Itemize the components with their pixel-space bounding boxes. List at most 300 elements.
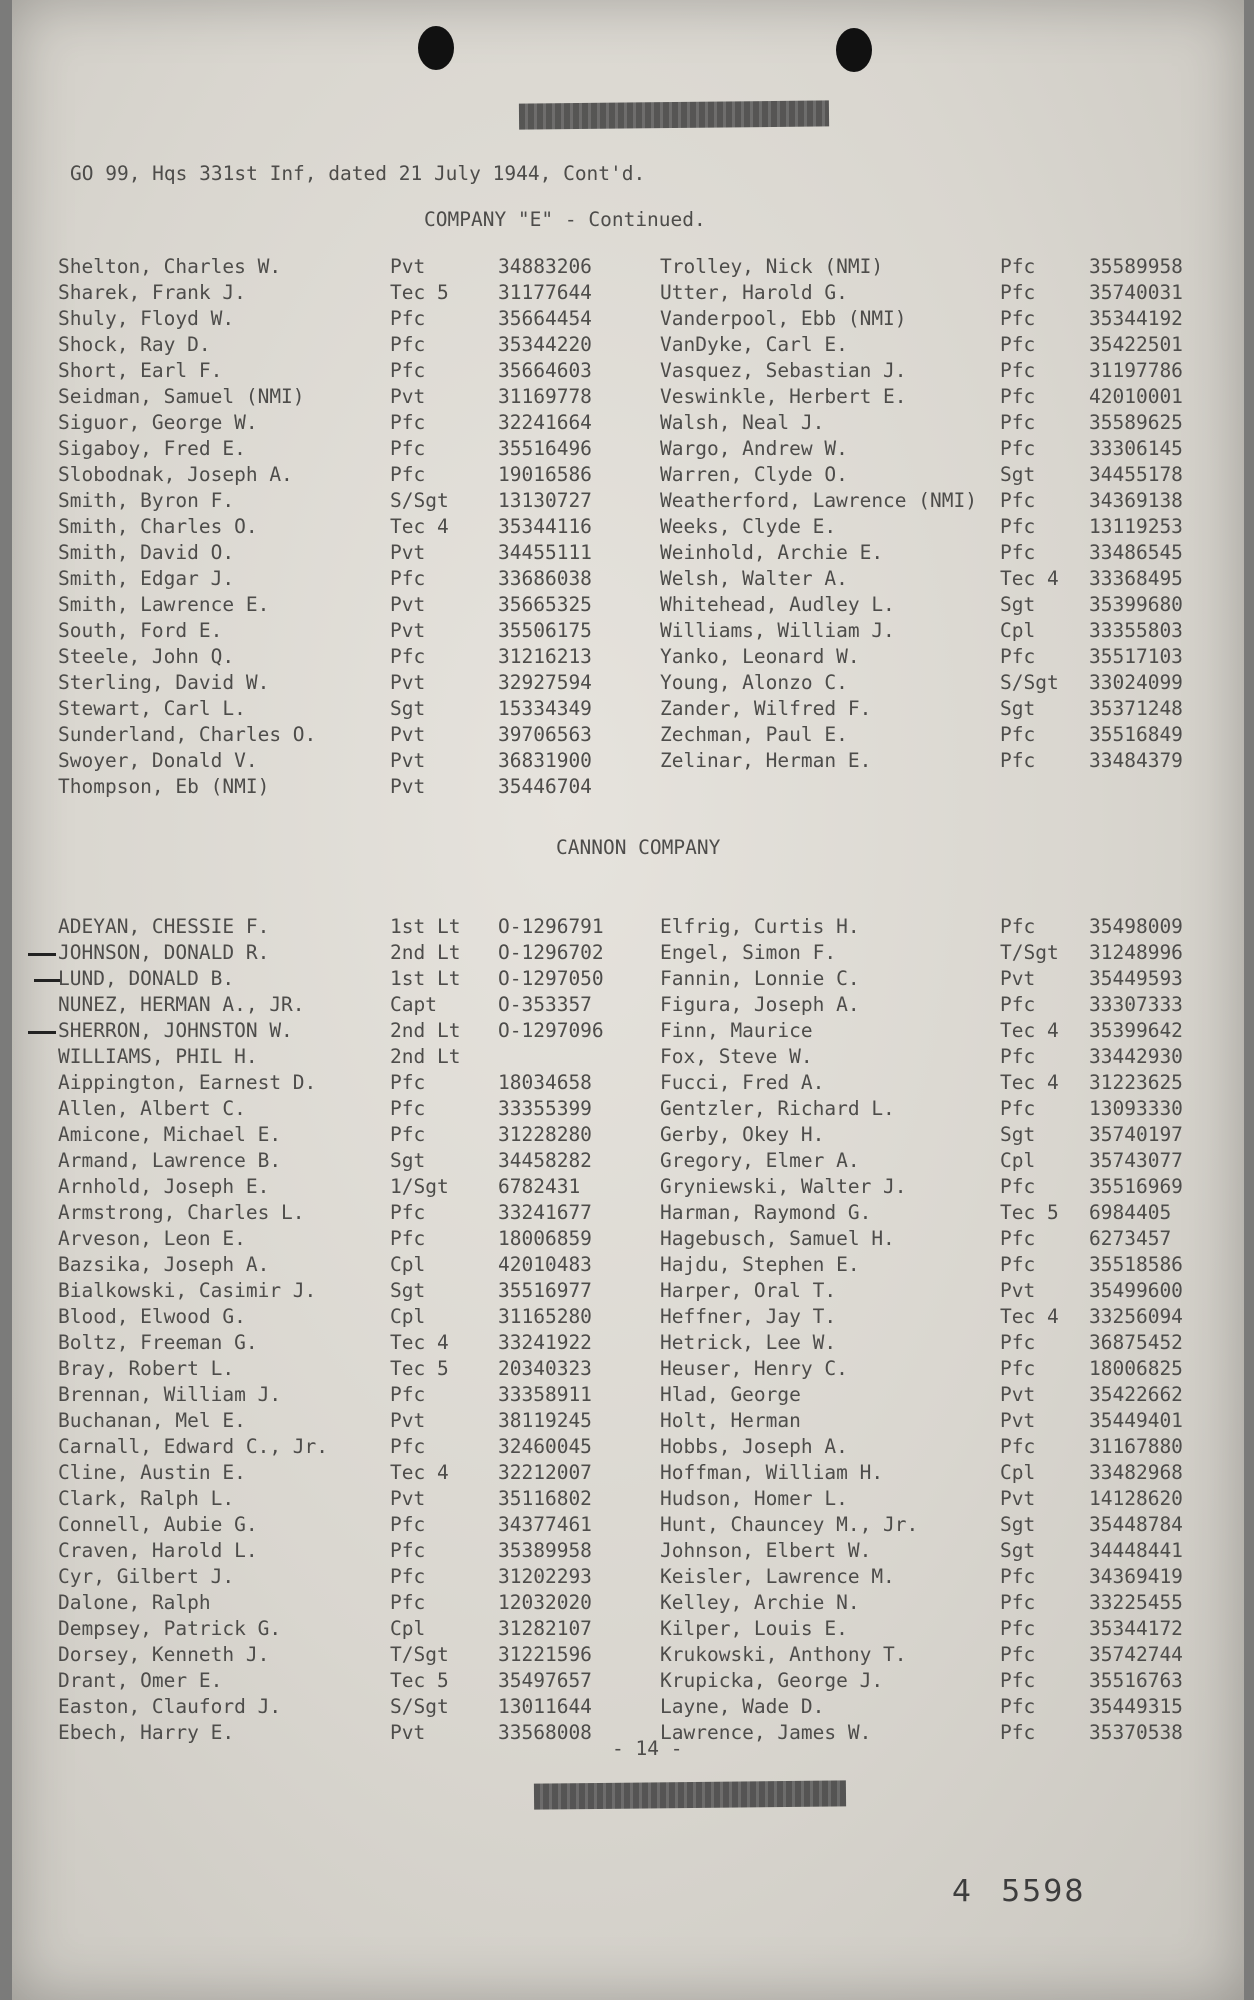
soldier-name: Bialkowski, Casimir J. <box>58 1279 317 1302</box>
soldier-name: Sigaboy, Fred E. <box>58 437 246 460</box>
soldier-rank: Pfc <box>1000 1669 1036 1692</box>
soldier-rank: Pvt <box>390 255 426 278</box>
soldier-rank: Pfc <box>1000 411 1036 434</box>
roster-row <box>58 1668 1238 1694</box>
roster-row <box>58 488 1238 514</box>
soldier-rank: Pfc <box>1000 385 1036 408</box>
serial-number: 34458282 <box>498 1149 592 1172</box>
soldier-rank: Pfc <box>390 307 426 330</box>
margin-tick-mark <box>28 1031 56 1034</box>
soldier-rank: Tec 4 <box>390 1331 449 1354</box>
soldier-name: Swoyer, Donald V. <box>58 749 258 772</box>
serial-number: 35399642 <box>1089 1019 1183 1042</box>
soldier-name: Finn, Maurice <box>660 1019 813 1042</box>
serial-number: 35517103 <box>1089 645 1183 668</box>
serial-number: 35449315 <box>1089 1695 1183 1718</box>
soldier-name: Yanko, Leonard W. <box>660 645 860 668</box>
archive-serial-number: 5598 <box>1001 1874 1086 1909</box>
soldier-name: Cline, Austin E. <box>58 1461 246 1484</box>
serial-number: 15334349 <box>498 697 592 720</box>
soldier-name: Keisler, Lawrence M. <box>660 1565 895 1588</box>
soldier-name: Dempsey, Patrick G. <box>58 1617 282 1640</box>
serial-number: O-1297050 <box>498 967 604 990</box>
serial-number: 32927594 <box>498 671 592 694</box>
soldier-rank: Tec 5 <box>390 1357 449 1380</box>
roster-row <box>58 1252 1238 1278</box>
soldier-name: Aippington, Earnest D. <box>58 1071 317 1094</box>
soldier-name: Connell, Aubie G. <box>58 1513 258 1536</box>
soldier-rank: 2nd Lt <box>390 1045 461 1068</box>
soldier-name: Zechman, Paul E. <box>660 723 848 746</box>
soldier-name: Wargo, Andrew W. <box>660 437 848 460</box>
soldier-name: Young, Alonzo C. <box>660 671 848 694</box>
roster-row <box>58 540 1238 566</box>
soldier-name: Gregory, Elmer A. <box>660 1149 860 1172</box>
serial-number: 33355803 <box>1089 619 1183 642</box>
serial-number: 35589625 <box>1089 411 1183 434</box>
soldier-rank: Sgt <box>1000 1123 1036 1146</box>
serial-number: 31228280 <box>498 1123 592 1146</box>
serial-number: 33484379 <box>1089 749 1183 772</box>
soldier-rank: Pfc <box>390 463 426 486</box>
soldier-rank: Pfc <box>390 1123 426 1146</box>
soldier-name: WILLIAMS, PHIL H. <box>58 1045 258 1068</box>
serial-number: 31202293 <box>498 1565 592 1588</box>
soldier-name: Gryniewski, Walter J. <box>660 1175 907 1198</box>
serial-number: 35589958 <box>1089 255 1183 278</box>
serial-number: 35518586 <box>1089 1253 1183 1276</box>
serial-number: 33307333 <box>1089 993 1183 1016</box>
archive-reference <box>952 1874 1085 1909</box>
soldier-rank: Pfc <box>1000 489 1036 512</box>
soldier-name: South, Ford E. <box>58 619 223 642</box>
soldier-rank: Tec 5 <box>1000 1201 1059 1224</box>
serial-number: 33241677 <box>498 1201 592 1224</box>
soldier-name: Craven, Harold L. <box>58 1539 258 1562</box>
serial-number: O-1296791 <box>498 915 604 938</box>
soldier-rank: Pvt <box>1000 967 1036 990</box>
roster-row <box>58 940 1238 966</box>
serial-number: 35740031 <box>1089 281 1183 304</box>
roster-row <box>58 592 1238 618</box>
soldier-name: JOHNSON, DONALD R. <box>58 941 270 964</box>
soldier-rank: Pvt <box>1000 1279 1036 1302</box>
document-page <box>12 0 1244 2000</box>
soldier-rank: T/Sgt <box>390 1643 449 1666</box>
serial-number: 35446704 <box>498 775 592 798</box>
soldier-rank: Pfc <box>1000 1435 1036 1458</box>
roster-row <box>58 1538 1238 1564</box>
serial-number: 32212007 <box>498 1461 592 1484</box>
soldier-name: Warren, Clyde O. <box>660 463 848 486</box>
serial-number: 42010001 <box>1089 385 1183 408</box>
roster-row <box>58 1070 1238 1096</box>
soldier-rank: Pfc <box>390 645 426 668</box>
serial-number: 35664603 <box>498 359 592 382</box>
serial-number: 6984405 <box>1089 1201 1172 1224</box>
serial-number: 42010483 <box>498 1253 592 1276</box>
roster-row <box>58 618 1238 644</box>
serial-number: 12032020 <box>498 1591 592 1614</box>
roster-row <box>58 1512 1238 1538</box>
soldier-rank: Pvt <box>390 1409 426 1432</box>
soldier-rank: Pfc <box>1000 1565 1036 1588</box>
serial-number: 35516849 <box>1089 723 1183 746</box>
soldier-rank: Pvt <box>1000 1383 1036 1406</box>
soldier-name: Fox, Steve W. <box>660 1045 813 1068</box>
roster-row <box>58 1044 1238 1070</box>
soldier-rank: Pfc <box>1000 1097 1036 1120</box>
soldier-name: Veswinkle, Herbert E. <box>660 385 907 408</box>
soldier-rank: Pfc <box>1000 1591 1036 1614</box>
roster-row <box>58 696 1238 722</box>
soldier-rank: Pfc <box>390 333 426 356</box>
serial-number: 31167880 <box>1089 1435 1183 1458</box>
serial-number: O-353357 <box>498 993 592 1016</box>
soldier-rank: Pfc <box>1000 749 1036 772</box>
serial-number: 35344192 <box>1089 307 1183 330</box>
soldier-name: Dorsey, Kenneth J. <box>58 1643 270 1666</box>
roster-row <box>58 1018 1238 1044</box>
soldier-name: Krupicka, George J. <box>660 1669 884 1692</box>
soldier-name: Weinhold, Archie E. <box>660 541 884 564</box>
serial-number: 35743077 <box>1089 1149 1183 1172</box>
serial-number: 35665325 <box>498 593 592 616</box>
serial-number: 6782431 <box>498 1175 581 1198</box>
soldier-name: Welsh, Walter A. <box>660 567 848 590</box>
soldier-name: Smith, Charles O. <box>58 515 258 538</box>
roster-row <box>58 254 1238 280</box>
serial-number: 34448441 <box>1089 1539 1183 1562</box>
soldier-name: Seidman, Samuel (NMI) <box>58 385 305 408</box>
soldier-rank: Cpl <box>1000 1461 1036 1484</box>
classification-stamp-bottom <box>534 1780 846 1809</box>
soldier-rank: Pvt <box>390 619 426 642</box>
classification-stamp-top <box>519 100 829 129</box>
soldier-name: VanDyke, Carl E. <box>660 333 848 356</box>
soldier-rank: Pfc <box>390 1435 426 1458</box>
soldier-name: Heuser, Henry C. <box>660 1357 848 1380</box>
roster-row <box>58 1122 1238 1148</box>
soldier-name: Layne, Wade D. <box>660 1695 825 1718</box>
roster-row <box>58 1330 1238 1356</box>
serial-number: 35516969 <box>1089 1175 1183 1198</box>
soldier-rank: Pvt <box>390 775 426 798</box>
soldier-rank: Tec 5 <box>390 281 449 304</box>
soldier-rank: Pfc <box>1000 1253 1036 1276</box>
serial-number: 35344220 <box>498 333 592 356</box>
serial-number: 35516496 <box>498 437 592 460</box>
soldier-name: Shuly, Floyd W. <box>58 307 235 330</box>
serial-number: 33686038 <box>498 567 592 590</box>
soldier-name: Smith, Byron F. <box>58 489 235 512</box>
soldier-name: Allen, Albert C. <box>58 1097 246 1120</box>
serial-number: 36831900 <box>498 749 592 772</box>
soldier-name: Dalone, Ralph <box>58 1591 211 1614</box>
soldier-name: Johnson, Elbert W. <box>660 1539 872 1562</box>
soldier-rank: Pfc <box>1000 645 1036 668</box>
punch-hole-left <box>418 26 454 70</box>
soldier-rank: Pfc <box>1000 1175 1036 1198</box>
soldier-rank: Pfc <box>1000 359 1036 382</box>
serial-number: 35422501 <box>1089 333 1183 356</box>
soldier-rank: Pfc <box>390 411 426 434</box>
soldier-rank: Pvt <box>390 1721 426 1744</box>
soldier-name: ADEYAN, CHESSIE F. <box>58 915 270 938</box>
serial-number: 34883206 <box>498 255 592 278</box>
soldier-rank: Pfc <box>1000 437 1036 460</box>
serial-number: 31216213 <box>498 645 592 668</box>
soldier-name: Buchanan, Mel E. <box>58 1409 246 1432</box>
soldier-name: Hobbs, Joseph A. <box>660 1435 848 1458</box>
soldier-name: Shock, Ray D. <box>58 333 211 356</box>
serial-number: 35448784 <box>1089 1513 1183 1536</box>
soldier-rank: Sgt <box>1000 1513 1036 1536</box>
soldier-name: Krukowski, Anthony T. <box>660 1643 907 1666</box>
soldier-name: Lawrence, James W. <box>660 1721 872 1744</box>
soldier-name: Vasquez, Sebastian J. <box>660 359 907 382</box>
serial-number: 33568008 <box>498 1721 592 1744</box>
soldier-rank: Sgt <box>1000 463 1036 486</box>
soldier-name: NUNEZ, HERMAN A., JR. <box>58 993 305 1016</box>
soldier-rank: Pfc <box>1000 541 1036 564</box>
soldier-rank: Tec 4 <box>390 1461 449 1484</box>
serial-number: 33482968 <box>1089 1461 1183 1484</box>
soldier-name: SHERRON, JOHNSTON W. <box>58 1019 293 1042</box>
soldier-rank: Pfc <box>1000 333 1036 356</box>
roster-row <box>58 1096 1238 1122</box>
soldier-name: Short, Earl F. <box>58 359 223 382</box>
roster-row <box>58 436 1238 462</box>
serial-number: O-1296702 <box>498 941 604 964</box>
roster-row <box>58 410 1238 436</box>
roster-row <box>58 306 1238 332</box>
soldier-name: Brennan, William J. <box>58 1383 282 1406</box>
soldier-name: Thompson, Eb (NMI) <box>58 775 270 798</box>
roster-row <box>58 1642 1238 1668</box>
soldier-name: Williams, William J. <box>660 619 895 642</box>
serial-number: 33355399 <box>498 1097 592 1120</box>
soldier-name: Walsh, Neal J. <box>660 411 825 434</box>
serial-number: 35344172 <box>1089 1617 1183 1640</box>
soldier-rank: Sgt <box>1000 593 1036 616</box>
serial-number: 20340323 <box>498 1357 592 1380</box>
soldier-name: Weatherford, Lawrence (NMI) <box>660 489 977 512</box>
serial-number: 35344116 <box>498 515 592 538</box>
serial-number: 33225455 <box>1089 1591 1183 1614</box>
serial-number: 34377461 <box>498 1513 592 1536</box>
soldier-name: Elfrig, Curtis H. <box>660 915 860 938</box>
soldier-name: Smith, Edgar J. <box>58 567 235 590</box>
soldier-rank: Tec 5 <box>390 1669 449 1692</box>
serial-number: 13093330 <box>1089 1097 1183 1120</box>
page-number: - 14 - <box>612 1737 683 1760</box>
soldier-rank: Tec 4 <box>1000 1019 1059 1042</box>
roster-row <box>58 462 1238 488</box>
roster-row <box>58 1616 1238 1642</box>
soldier-rank: Pfc <box>1000 915 1036 938</box>
serial-number: 34369419 <box>1089 1565 1183 1588</box>
roster-row <box>58 670 1238 696</box>
roster-row <box>58 992 1238 1018</box>
roster-row <box>58 1564 1238 1590</box>
soldier-rank: Pvt <box>390 1487 426 1510</box>
soldier-name: Hagebusch, Samuel H. <box>660 1227 895 1250</box>
soldier-rank: 1/Sgt <box>390 1175 449 1198</box>
soldier-name: Clark, Ralph L. <box>58 1487 235 1510</box>
roster-row <box>58 966 1238 992</box>
serial-number: O-1297096 <box>498 1019 604 1042</box>
soldier-rank: Pfc <box>390 1227 426 1250</box>
soldier-name: Hetrick, Lee W. <box>660 1331 837 1354</box>
serial-number: 31221596 <box>498 1643 592 1666</box>
soldier-name: Hajdu, Stephen E. <box>660 1253 860 1276</box>
serial-number: 34369138 <box>1089 489 1183 512</box>
serial-number: 31223625 <box>1089 1071 1183 1094</box>
soldier-rank: Pvt <box>390 723 426 746</box>
soldier-rank: Sgt <box>1000 697 1036 720</box>
soldier-rank: 1st Lt <box>390 967 461 990</box>
serial-number: 35516763 <box>1089 1669 1183 1692</box>
soldier-name: Boltz, Freeman G. <box>58 1331 258 1354</box>
soldier-rank: Tec 4 <box>1000 1071 1059 1094</box>
serial-number: 35498009 <box>1089 915 1183 938</box>
soldier-name: Ebech, Harry E. <box>58 1721 235 1744</box>
serial-number: 31177644 <box>498 281 592 304</box>
serial-number: 35370538 <box>1089 1721 1183 1744</box>
soldier-name: Arnhold, Joseph E. <box>58 1175 270 1198</box>
company-e-title: COMPANY "E" - Continued. <box>424 208 706 231</box>
soldier-rank: Cpl <box>1000 1149 1036 1172</box>
soldier-rank: Cpl <box>390 1305 426 1328</box>
soldier-name: Utter, Harold G. <box>660 281 848 304</box>
soldier-name: Cyr, Gilbert J. <box>58 1565 235 1588</box>
serial-number: 31248996 <box>1089 941 1183 964</box>
soldier-name: Blood, Elwood G. <box>58 1305 246 1328</box>
soldier-rank: Pfc <box>390 1201 426 1224</box>
soldier-rank: Pfc <box>390 1383 426 1406</box>
roster-row <box>58 1356 1238 1382</box>
soldier-name: Smith, Lawrence E. <box>58 593 270 616</box>
soldier-name: Holt, Herman <box>660 1409 801 1432</box>
roster-row <box>58 1278 1238 1304</box>
soldier-rank: Pfc <box>1000 307 1036 330</box>
roster-row <box>58 332 1238 358</box>
punch-hole-right <box>836 28 872 72</box>
soldier-name: Arveson, Leon E. <box>58 1227 246 1250</box>
roster-row <box>58 1694 1238 1720</box>
serial-number: 35664454 <box>498 307 592 330</box>
serial-number: 18006859 <box>498 1227 592 1250</box>
serial-number: 33486545 <box>1089 541 1183 564</box>
soldier-rank: Pvt <box>1000 1487 1036 1510</box>
soldier-rank: Pfc <box>1000 515 1036 538</box>
roster-row <box>58 748 1238 774</box>
serial-number: 39706563 <box>498 723 592 746</box>
serial-number: 18034658 <box>498 1071 592 1094</box>
soldier-name: Kelley, Archie N. <box>660 1591 860 1614</box>
serial-number: 14128620 <box>1089 1487 1183 1510</box>
soldier-name: Bray, Robert L. <box>58 1357 235 1380</box>
soldier-name: Carnall, Edward C., Jr. <box>58 1435 329 1458</box>
soldier-rank: Pfc <box>390 567 426 590</box>
soldier-rank: 2nd Lt <box>390 1019 461 1042</box>
roster-row <box>58 1148 1238 1174</box>
soldier-rank: Pfc <box>1000 281 1036 304</box>
roster-row <box>58 1174 1238 1200</box>
serial-number: 33442930 <box>1089 1045 1183 1068</box>
serial-number: 35449593 <box>1089 967 1183 990</box>
soldier-name: Weeks, Clyde E. <box>660 515 837 538</box>
soldier-rank: Pfc <box>1000 1045 1036 1068</box>
serial-number: 6273457 <box>1089 1227 1172 1250</box>
soldier-rank: Pfc <box>390 1097 426 1120</box>
soldier-rank: 2nd Lt <box>390 941 461 964</box>
serial-number: 33368495 <box>1089 567 1183 590</box>
serial-number: 35740197 <box>1089 1123 1183 1146</box>
soldier-rank: Pfc <box>1000 255 1036 278</box>
soldier-rank: Pfc <box>1000 723 1036 746</box>
soldier-rank: Sgt <box>390 697 426 720</box>
roster-row <box>58 1460 1238 1486</box>
serial-number: 33241922 <box>498 1331 592 1354</box>
serial-number: 18006825 <box>1089 1357 1183 1380</box>
serial-number: 34455178 <box>1089 463 1183 486</box>
serial-number: 35497657 <box>498 1669 592 1692</box>
roster-row <box>58 774 1238 800</box>
soldier-rank: Pvt <box>390 671 426 694</box>
soldier-name: Hlad, George <box>660 1383 801 1406</box>
serial-number: 31282107 <box>498 1617 592 1640</box>
soldier-rank: Pfc <box>1000 1227 1036 1250</box>
soldier-name: Fucci, Fred A. <box>660 1071 825 1094</box>
roster-row <box>58 1486 1238 1512</box>
soldier-rank: Capt <box>390 993 437 1016</box>
soldier-rank: Pfc <box>390 1071 426 1094</box>
soldier-rank: Pfc <box>390 1539 426 1562</box>
soldier-rank: Sgt <box>390 1279 426 1302</box>
soldier-name: Zelinar, Herman E. <box>660 749 872 772</box>
roster-row <box>58 514 1238 540</box>
soldier-name: Gentzler, Richard L. <box>660 1097 895 1120</box>
margin-tick-mark <box>28 953 56 956</box>
soldier-name: Amicone, Michael E. <box>58 1123 282 1146</box>
soldier-name: Hudson, Homer L. <box>660 1487 848 1510</box>
roster-row <box>58 1226 1238 1252</box>
soldier-rank: Pvt <box>390 541 426 564</box>
soldier-name: Vanderpool, Ebb (NMI) <box>660 307 907 330</box>
soldier-name: Steele, John Q. <box>58 645 235 668</box>
serial-number: 35389958 <box>498 1539 592 1562</box>
soldier-rank: Cpl <box>390 1253 426 1276</box>
roster-row <box>58 914 1238 940</box>
serial-number: 35516977 <box>498 1279 592 1302</box>
soldier-rank: Pvt <box>1000 1409 1036 1432</box>
soldier-name: Whitehead, Audley L. <box>660 593 895 616</box>
soldier-rank: Pvt <box>390 749 426 772</box>
soldier-rank: Tec 4 <box>1000 567 1059 590</box>
roster-row <box>58 1200 1238 1226</box>
soldier-rank: Sgt <box>390 1149 426 1172</box>
serial-number: 33358911 <box>498 1383 592 1406</box>
soldier-rank: Pfc <box>1000 993 1036 1016</box>
soldier-name: Easton, Clauford J. <box>58 1695 282 1718</box>
soldier-rank: Pfc <box>390 359 426 382</box>
roster-row <box>58 358 1238 384</box>
serial-number: 35449401 <box>1089 1409 1183 1432</box>
soldier-name: Hoffman, William H. <box>660 1461 884 1484</box>
serial-number: 13011644 <box>498 1695 592 1718</box>
